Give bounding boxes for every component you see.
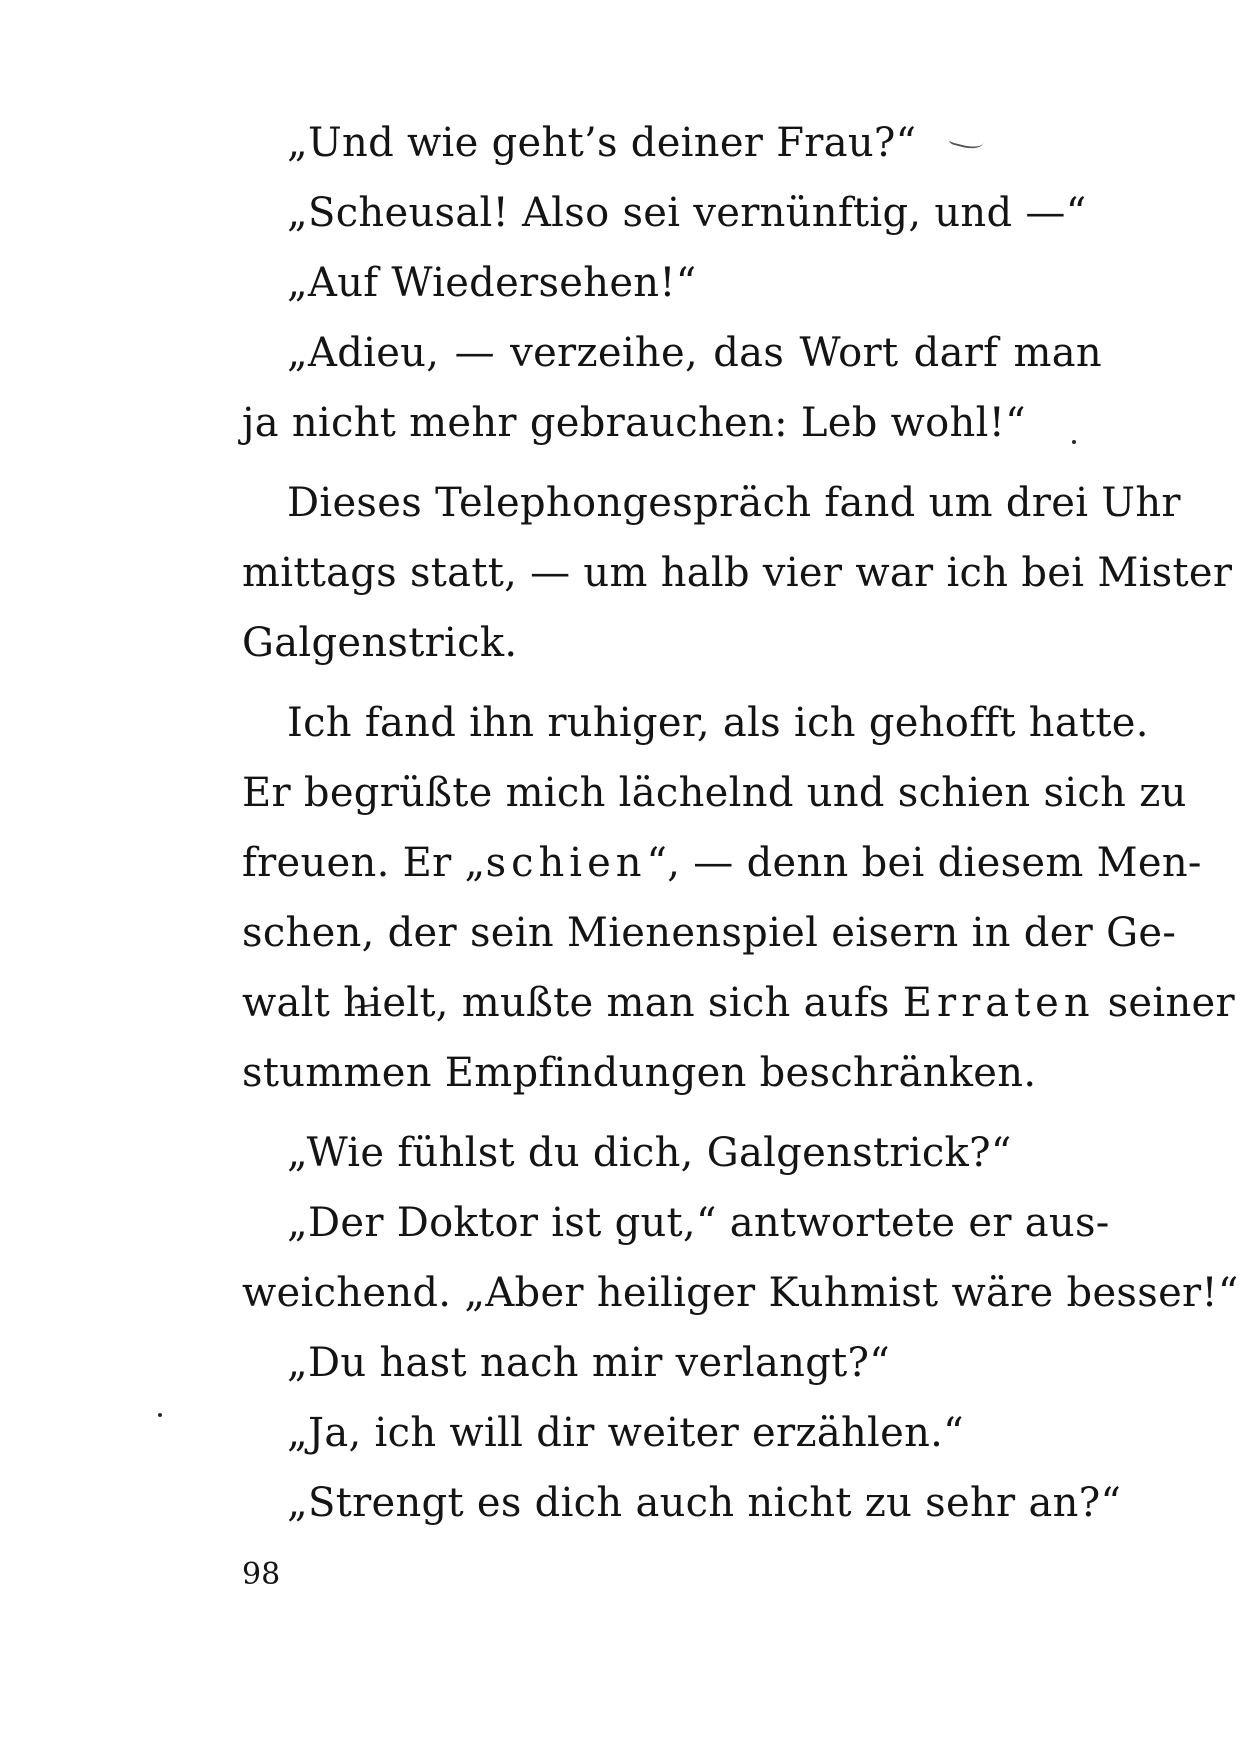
text-line: „Wie fühlst du dich, Galgenstrick?“ <box>287 1130 1012 1176</box>
text-line: stummen Empfindungen beschränken. <box>242 1050 1037 1096</box>
text-line: „Und wie geht’s deiner Frau?“ <box>287 120 917 166</box>
text-line: mittags statt, — um halb vier war ich bei Mister <box>242 550 1233 596</box>
text-line: „Der Doktor ist gut,“ antwortete er aus- <box>287 1200 1110 1246</box>
text-line: Ich fand ihn ruhiger, als ich gehofft hatte. <box>287 700 1149 746</box>
text-line: „Du hast nach mir verlangt?“ <box>287 1340 891 1386</box>
text-line: Galgenstrick. <box>242 620 518 666</box>
text-line: Dieses Telephongespräch fand um drei Uhr <box>287 480 1181 526</box>
text-line: „Auf Wiedersehen!“ <box>287 260 697 306</box>
text-line: „Strengt es dich auch nicht zu sehr an?“ <box>287 1480 1122 1526</box>
text-span: walt hielt, mußte man sich aufs <box>242 980 903 1026</box>
text-span: seiner <box>1094 980 1235 1026</box>
body-text <box>242 108 1239 1538</box>
text-line: „Ja, ich will dir weiter erzählen.“ <box>287 1410 964 1456</box>
emphasized-word: schien <box>485 840 647 886</box>
text-line: ja nicht mehr gebrauchen: Leb wohl!“ <box>242 400 1026 446</box>
text-line: „Adieu, — verzeihe, das Wort darf man <box>287 330 1102 376</box>
text-line <box>242 968 1235 1038</box>
text-line: Er begrüßte mich lächelnd und schien sich zu <box>242 770 1187 816</box>
ink-speck <box>158 1413 162 1417</box>
text-line: „Scheusal! Also sei vernünftig, und —“ <box>287 190 1087 236</box>
text-line <box>242 828 1202 898</box>
text-span: freuen. Er „ <box>242 840 486 886</box>
text-span: “, — denn bei diesem Men- <box>646 840 1202 886</box>
text-line: schen, der sein Mienenspiel eisern in der Ge- <box>242 910 1177 956</box>
emphasized-word: Erraten <box>902 980 1095 1026</box>
page-number: 98 <box>242 1557 281 1592</box>
text-line: weichend. „Aber heiliger Kuhmist wäre besser!“ <box>242 1270 1239 1316</box>
